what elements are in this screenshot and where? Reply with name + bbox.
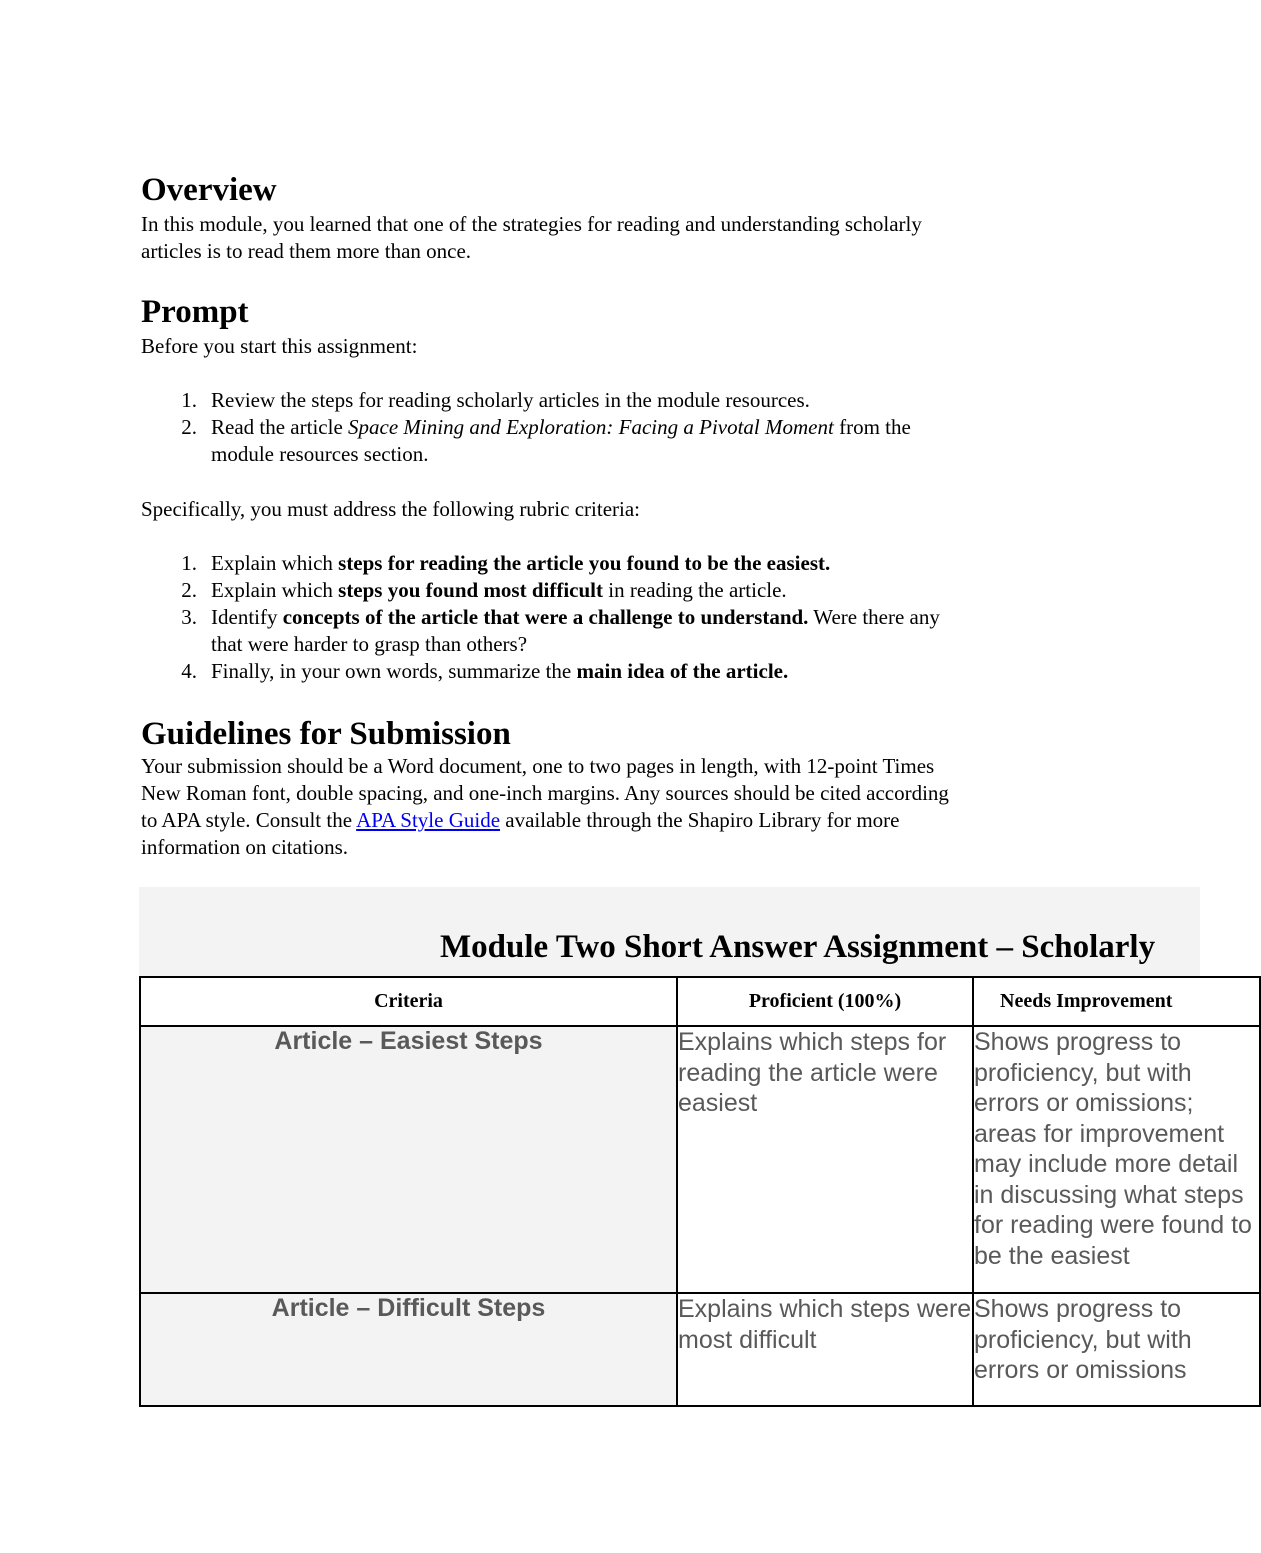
guidelines-line-1: Your submission should be a Word document, one to two pages in length, with 12-point Times (141, 754, 935, 778)
list-number: 1. (181, 388, 197, 412)
overview-line-1: In this module, you learned that one of the strategies for reading and understanding scholarly (141, 212, 922, 236)
needs-improvement-cell: Shows progress to proficiency, but with errors or omissions (973, 1293, 1260, 1406)
list-item-emphasis: concepts of the article that were a challenge to understand. (282, 605, 809, 629)
list-item-text: Read the article (211, 415, 349, 439)
table-row (140, 1026, 1260, 1293)
guidelines-paragraph (141, 753, 1061, 861)
list-item (141, 550, 1041, 577)
list-item-text: module resources section. (211, 442, 429, 466)
rubric-header-row (140, 977, 1260, 1026)
needs-improvement-column-header: Needs Improvement (973, 977, 1260, 1026)
list-item-text: Identify (211, 605, 283, 629)
list-item-text: Finally, in your own words, summarize the (211, 659, 577, 683)
proficient-cell: Explains which steps for reading the article were easiest (677, 1026, 973, 1293)
list-number: 3. (181, 605, 197, 629)
guidelines-line-3-end: available through the Shapiro Library for more (500, 808, 900, 832)
guidelines-line-4: information on citations. (141, 835, 349, 859)
list-item (141, 387, 1041, 414)
list-number: 2. (181, 578, 197, 602)
list-item-text: in reading the article. (603, 578, 787, 602)
list-number: 4. (181, 659, 197, 683)
overview-line-2: articles is to read them more than once. (141, 239, 472, 263)
list-item (141, 414, 1041, 468)
list-item-emphasis: steps for reading the article you found to be the easiest. (338, 551, 831, 575)
proficient-cell: Explains which steps were most difficult (677, 1293, 973, 1406)
overview-heading: Overview (141, 172, 277, 208)
criterion-cell: Article – Easiest Steps (140, 1026, 677, 1293)
criterion-cell: Article – Difficult Steps (140, 1293, 677, 1406)
guidelines-line-2: New Roman font, double spacing, and one-inch margins. Any sources should be cited according (141, 781, 949, 805)
table-row (140, 1293, 1260, 1406)
list-item-text: Explain which (211, 551, 339, 575)
list-item (141, 658, 1041, 685)
list-item-text: Review the steps for reading scholarly articles in the module resources. (211, 388, 810, 412)
list-item (141, 577, 1041, 604)
apa-style-guide-link[interactable]: APA Style Guide (356, 808, 501, 832)
article-title: Space Mining and Exploration: Facing a Pivotal Moment (348, 415, 834, 439)
list-item-text: from the (833, 415, 911, 439)
proficient-column-header: Proficient (100%) (677, 977, 973, 1026)
prompt-intro: Before you start this assignment: (141, 334, 418, 358)
guidelines-heading: Guidelines for Submission (141, 716, 511, 752)
criteria-list (141, 550, 1041, 685)
needs-improvement-cell: Shows progress to proficiency, but with errors or omissions; areas for improvement may include more detail in discussing what steps for reading were found to be the easiest (973, 1026, 1260, 1293)
list-item-emphasis: steps you found most difficult (338, 578, 604, 602)
prompt-steps-list (141, 387, 1041, 468)
rubric-title: Module Two Short Answer Assignment – Scholarly (440, 929, 1156, 965)
prompt-heading: Prompt (141, 294, 249, 330)
criteria-column-header: Criteria (140, 977, 677, 1026)
list-item-emphasis: main idea of the article. (576, 659, 789, 683)
list-item (141, 604, 1041, 658)
rubric-table (139, 976, 1261, 1407)
list-item-text: Were there any (808, 605, 940, 629)
overview-paragraph (141, 211, 1061, 265)
criteria-intro: Specifically, you must address the following rubric criteria: (141, 497, 640, 521)
list-number: 1. (181, 551, 197, 575)
list-number: 2. (181, 415, 197, 439)
list-item-text: that were harder to grasp than others? (211, 632, 528, 656)
list-item-text: Explain which (211, 578, 339, 602)
guidelines-line-3: to APA style. Consult the (141, 808, 357, 832)
